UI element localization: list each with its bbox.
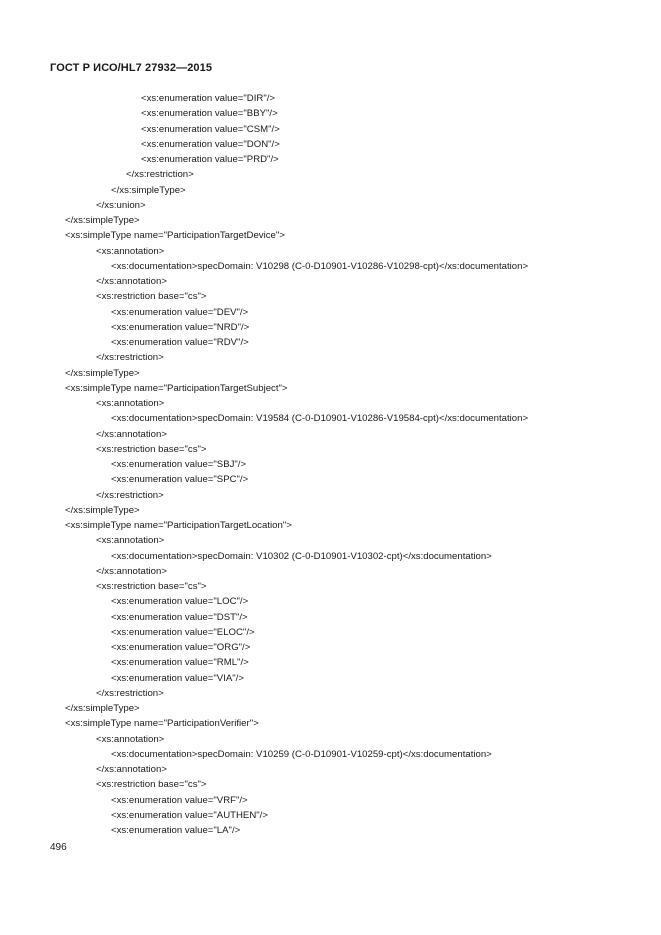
code-line: <xs:documentation>specDomain: V10302 (C-0-D10901-V10302-cpt)</xs:documentation> xyxy=(111,550,492,562)
code-line: <xs:annotation> xyxy=(96,245,165,257)
code-line: </xs:simpleType> xyxy=(65,504,140,516)
code-line: <xs:documentation>specDomain: V10298 (C-0-D10901-V10286-V10298-cpt)</xs:documentation> xyxy=(111,260,529,272)
code-line: </xs:union> xyxy=(96,199,146,211)
code-line: <xs:enumeration value="AUTHEN"/> xyxy=(111,809,268,821)
code-line: <xs:enumeration value="VIA"/> xyxy=(111,672,244,684)
code-line: <xs:enumeration value="PRD"/> xyxy=(141,154,279,165)
code-line: <xs:annotation> xyxy=(96,398,165,409)
standard-title: ГОСТ Р ИСО/HL7 27932—2015 xyxy=(50,62,213,74)
code-line: </xs:simpleType> xyxy=(65,215,140,226)
code-line: <xs:enumeration value="DIR"/> xyxy=(141,93,275,104)
xml-schema-listing xyxy=(0,91,661,838)
code-line: </xs:restriction> xyxy=(126,169,194,181)
code-line: <xs:enumeration value="DEV"/> xyxy=(111,306,249,318)
code-line: <xs:enumeration value="LOC"/> xyxy=(111,596,249,608)
code-line: <xs:enumeration value="SPC"/> xyxy=(111,474,249,486)
code-line: <xs:enumeration value="LA"/> xyxy=(111,825,241,836)
code-line: <xs:simpleType name="ParticipationTargetSubject"> xyxy=(65,382,288,394)
code-line: <xs:enumeration value="RDV"/> xyxy=(111,337,249,348)
page-number: 496 xyxy=(50,842,67,853)
code-line: <xs:enumeration value="NRD"/> xyxy=(111,321,250,333)
code-line: <xs:restriction base="cs"> xyxy=(96,291,207,303)
code-line: <xs:annotation> xyxy=(96,535,165,547)
code-line: <xs:restriction base="cs"> xyxy=(96,581,207,592)
code-line: </xs:annotation> xyxy=(96,764,167,775)
code-line: <xs:restriction base="cs"> xyxy=(96,443,207,455)
code-line: <xs:enumeration value="RML"/> xyxy=(111,657,249,669)
code-line: <xs:enumeration value="DON"/> xyxy=(141,138,280,150)
code-line: </xs:simpleType> xyxy=(111,184,186,196)
code-line: <xs:documentation>specDomain: V19584 (C-0-D10901-V10286-V19584-cpt)</xs:documentation> xyxy=(111,413,529,425)
code-line: <xs:simpleType name="ParticipationTargetDevice"> xyxy=(65,230,285,242)
code-line: <xs:documentation>specDomain: V10259 (C-0-D10901-V10259-cpt)</xs:documentation> xyxy=(111,748,492,760)
code-line: <xs:enumeration value="DST"/> xyxy=(111,611,248,623)
code-line: </xs:annotation> xyxy=(96,276,167,287)
code-line: </xs:simpleType> xyxy=(65,703,140,714)
code-line: <xs:enumeration value="ORG"/> xyxy=(111,642,251,653)
code-line: </xs:annotation> xyxy=(96,565,167,577)
code-line: <xs:enumeration value="ELOC"/> xyxy=(111,626,255,638)
code-line: </xs:annotation> xyxy=(96,428,167,440)
code-line: <xs:enumeration value="CSM"/> xyxy=(141,123,280,135)
code-line: <xs:simpleType name="ParticipationTargetLocation"> xyxy=(65,520,292,531)
code-line: </xs:restriction> xyxy=(96,489,164,501)
code-line: </xs:simpleType> xyxy=(65,367,140,379)
code-line: <xs:annotation> xyxy=(96,733,165,745)
code-line: <xs:enumeration value="SBJ"/> xyxy=(111,459,247,470)
code-line: <xs:enumeration value="VRF"/> xyxy=(111,794,248,806)
code-line: <xs:restriction base="cs"> xyxy=(96,779,207,791)
code-line: <xs:enumeration value="BBY"/> xyxy=(141,108,278,120)
code-line: <xs:simpleType name="ParticipationVerifier"> xyxy=(65,718,259,730)
code-line: </xs:restriction> xyxy=(96,352,164,364)
code-line: </xs:restriction> xyxy=(96,687,164,699)
